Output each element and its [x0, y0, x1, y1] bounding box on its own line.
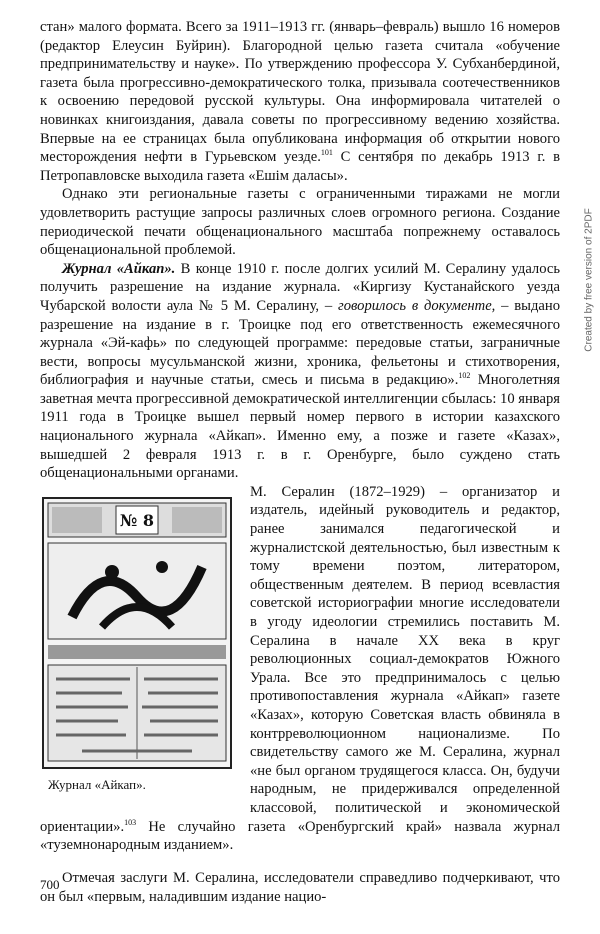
footnote-ref[interactable]: 102 — [458, 371, 471, 381]
journal-cover-image — [42, 497, 232, 769]
footnote-ref[interactable]: 103 — [124, 817, 137, 827]
paragraph-1: стан» малого формата. Всего за 1911–1913 гг. (январь–февраль) вышло 16 номеров (редактор Елеусин Буйрин). Благородной целью газета считала «обучение предпринимательству и науке». По утверждению профессора У. Субханбердиной, газета была прогрессивно-демократического толка, призывала соотечественников к освоению передовой русской культуры. Она информировала читателей о новинках книгоиздания, давала советы по прогрессивному ведению хозяйства. Впервые на ее страницах была опубликована информация об открытии нового месторождения нефти в Гурьевском уезде.$^{101}$ С сентября по декабрь 1913 г. в Петропавловске выходила газета «Ешім даласы». — [40, 19, 560, 184]
page-text-column: стан» малого формата. Всего за 1911–1913 гг. (январь–февраль) вышло 16 номеров (редактор Елеусин Буйрин). Благородной целью газета считала «обучение предпринимательству и науке». По утверждению профессора У. Субханбердиной, газета была прогрессивно-демократического толка, призывала соотечественников к освоению передовой русской культуры. Она информировала читателей о новинках книгоиздания, давала советы по прогрессивному ведению хозяйства. Впервые на ее страницах была опубликована информация об открытии нового месторождения нефти в Гурьевском уезде.$^{101}$ С сентября по декабрь 1913 г. в Петропавловске выходила газета «Ешім даласы». Однако эти региональные газеты с ограниченными тиражами не могли удовлетворить растущие запросы различных слоев огромного региона. Создание периодической печати общенационального масштаба попрежнему оставалось общенациональной проблемой. Журнал «Айкап». В конце 1910 г. после долгих усилий М. Сералину удалось получить разрешение на издание журнала. «Киргизу Кустанайского уезда Чубарской волости аула № 5 М. Сералину, – говорилось в документе, – выдано разрешение на издание в г. Троицке под его ответственность ежемесячного журнала «Эй-кафь» по следующей программе: передовые статьи, заграничные вести, вопросы мусульманской жизни, хроника, фельетоны и стихотворения, библиография и научные статьи, смесь и письма в редакцию».$^{102}$ Многолетняя заветная мечта прогрессивной демократической интеллигенции сбылась: 10 января 1911 года в Троицке вышел первый номер первого в истории казахского национального журнала «Айкап». Именно ему, а позже и газете «Казах», вышедшей 2 февраля 1913 г. в г. Оренбурге, было суждено стать общенациональными органами. № 8 Журнал «Айкап». М. Сералин (1872–1929) – организатор и издатель, идейный руководитель и редактор, ранее занимался педагогической и журналистской деятельностью, был известным к тому времени поэтом, литератором, общественным деятелем. В период всевластия советской историографии многие исследователи в угоду идеологии стремились поставить М. Сералина в начале XX века в круг революционных социал-демократов Южного Урала. Все это предпринималось с целью противопоставления журнала «Айкап» газете «Казах», которую Советская власть обвиняла в контрреволюционном национализме. По свидетельству самого же М. Сералина, журнал «не был органом трудящегося класса. Он, будучи народным, не придерживался определенной классовой, политической и экономической ориентации».$^{103}$ Не случайно газета «Оренбургский край» назвала журнал «туземнонародным изданием». Отмечая заслуги М. Сералина, исследователи справедливо подчеркивают, что он был «первым, наладившим издание нацио- — [40, 19, 560, 905]
section-heading: Журнал «Айкап». — [62, 260, 176, 277]
figure-caption: Журнал «Айкап». — [48, 776, 146, 792]
page-number: 700 — [40, 877, 60, 892]
watermark-side-note: Created by free version of 2PDF — [583, 208, 595, 352]
issue-number-label: № 8 — [119, 510, 155, 530]
paragraph-3: Журнал «Айкап». В конце 1910 г. после долгих усилий М. Сералину удалось получить разрешение на издание журнала. «Киргизу Кустанайского уезда Чубарской волости аула № 5 М. Сералину, – говорилось в документе, – выдано разрешение на издание в г. Троицке под его ответственность ежемесячного журнала «Эй-кафь» по следующей программе: передовые статьи, заграничные вести, вопросы мусульманской жизни, хроника, фельетоны и стихотворения, библиография и научные статьи, смесь и письма в редакцию».$^{102}$ Многолетняя заветная мечта прогрессивной демократической интеллигенции сбылась: 10 января 1911 года в Троицке вышел первый номер первого в истории казахского национального журнала «Айкап». Именно ему, а позже и газете «Казах», вышедшей 2 февраля 1913 г. в г. Оренбурге, было суждено стать общенациональными органами. — [40, 260, 560, 482]
paragraph-2: Однако эти региональные газеты с ограниченными тиражами не могли удовлетворить растущие запросы различных слоев огромного региона. Создание периодической печати общенационального масштаба попрежнему оставалось общенациональной проблемой. — [40, 186, 560, 259]
footnote-ref[interactable]: 101 — [320, 148, 333, 158]
journal-figure — [40, 491, 236, 809]
paragraph-5: Отмечая заслуги М. Сералина, исследователи справедливо подчеркивают, что он был «первым, наладившим издание нацио- — [40, 870, 560, 905]
